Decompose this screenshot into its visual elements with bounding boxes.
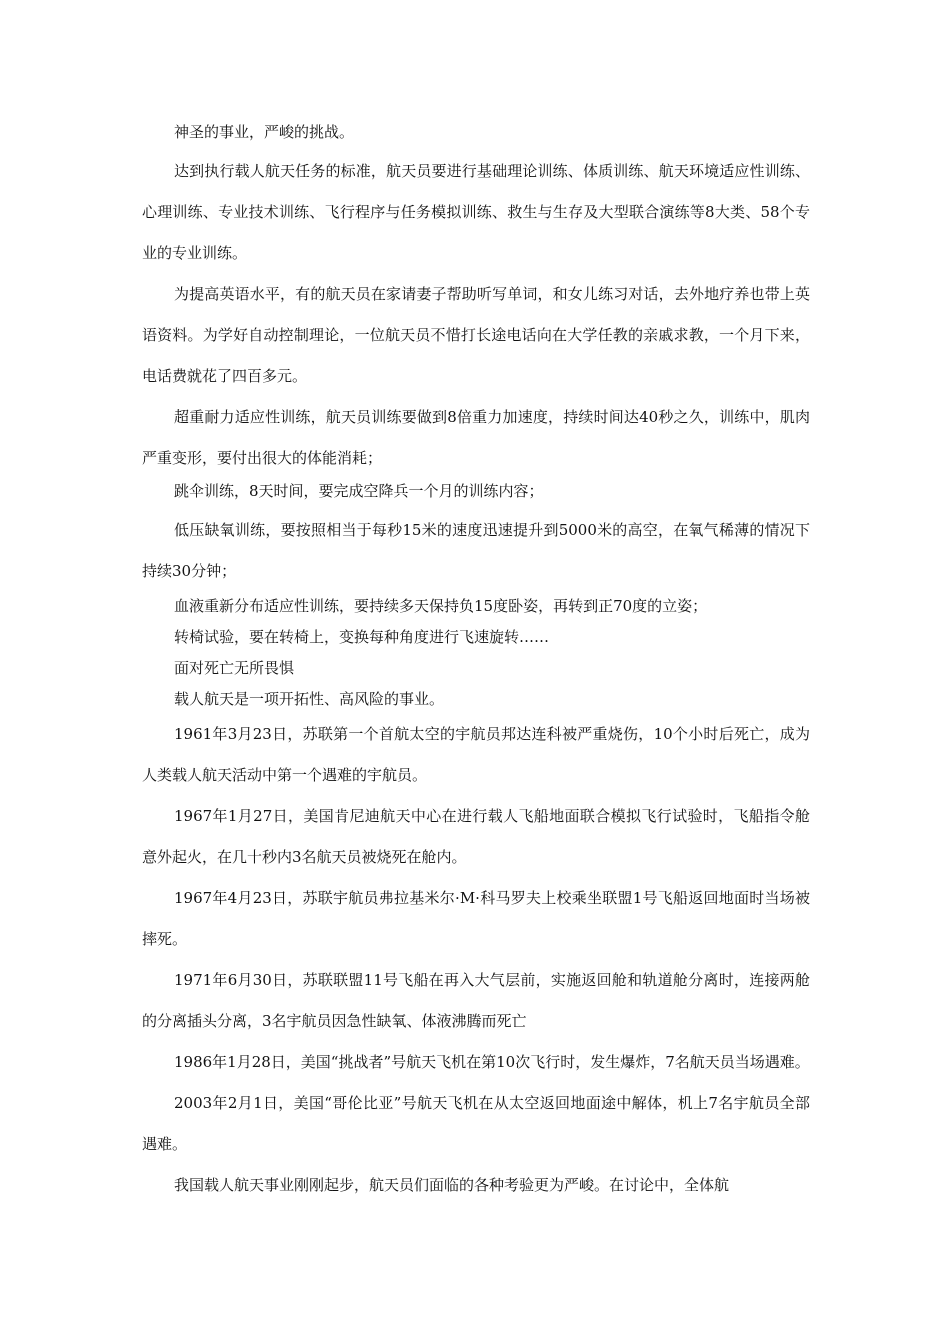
paragraph-rotating-chair: 转椅试验，要在转椅上，变换每种角度进行飞速旋转……: [174, 628, 550, 646]
section-heading-death: 面对死亡无所畏惧: [174, 659, 295, 677]
paragraph-china-program: 我国载人航天事业刚刚起步，航天员们面临的各种考验更为严峻。在讨论中，全体航: [174, 1176, 730, 1194]
paragraph-training-standard: 达到执行载人航天任务的标准，航天员要进行基础理论训练、体质训练、航天环境适应性训练、心理训练、专业技术训练、飞行程序与任务模拟训练、救生与生存及大型联合演练等8大类、58个专业的专业训练。: [142, 162, 810, 262]
paragraph-g-force-training: 超重耐力适应性训练，航天员训练要做到8倍重力加速度，持续时间达40秒之久，训练中，肌肉严重变形，要付出很大的体能消耗；: [142, 408, 810, 467]
paragraph-1967-jan-event: 1967年1月27日，美国肯尼迪航天中心在进行载人飞船地面联合模拟飞行试验时，飞船指令舱意外起火，在几十秒内3名航天员被烧死在舱内。: [142, 807, 810, 866]
paragraph-1967-apr-event: 1967年4月23日，苏联宇航员弗拉基米尔·M·科马罗夫上校乘坐联盟1号飞船返回地面时当场被摔死。: [142, 889, 810, 948]
paragraph-1986-event: 1986年1月28日，美国“挑战者”号航天飞机在第10次飞行时，发生爆炸，7名航天员当场遇难。: [174, 1053, 810, 1071]
paragraph-1971-event: 1971年6月30日，苏联联盟11号飞船在再入大气层前，实施返回舱和轨道舱分离时，连接两舱的分离插头分离，3名宇航员因急性缺氧、体液沸腾而死亡: [142, 971, 810, 1030]
paragraph-parachute-training: 跳伞训练，8天时间，要完成空降兵一个月的训练内容；: [174, 482, 544, 500]
paragraph-high-risk: 载人航天是一项开拓性、高风险的事业。: [174, 690, 445, 708]
document-page: [142, 120, 810, 1206]
paragraph-blood-redistribution: 血液重新分布适应性训练，要持续多天保持负15度卧姿，再转到正70度的立姿；: [174, 597, 708, 615]
paragraph-english-study: 为提高英语水平，有的航天员在家请妻子帮助听写单词，和女儿练习对话，去外地疗养也带上英语资料。为学好自动控制理论，一位航天员不惜打长途电话向在大学任教的亲戚求教，一个月下来，电话费就花了四百多元。: [142, 285, 810, 385]
paragraph-1961-event: 1961年3月23日，苏联第一个首航太空的宇航员邦达连科被严重烧伤，10个小时后死亡，成为人类载人航天活动中第一个遇难的宇航员。: [142, 725, 810, 784]
paragraph-hypoxia-training: 低压缺氧训练，要按照相当于每秒15米的速度迅速提升到5000米的高空，在氧气稀薄的情况下持续30分钟；: [142, 521, 810, 580]
paragraph-intro: 神圣的事业，严峻的挑战。: [174, 123, 355, 141]
paragraph-2003-event: 2003年2月1日，美国“哥伦比亚”号航天飞机在从太空返回地面途中解体，机上7名宇航员全部遇难。: [142, 1094, 810, 1153]
